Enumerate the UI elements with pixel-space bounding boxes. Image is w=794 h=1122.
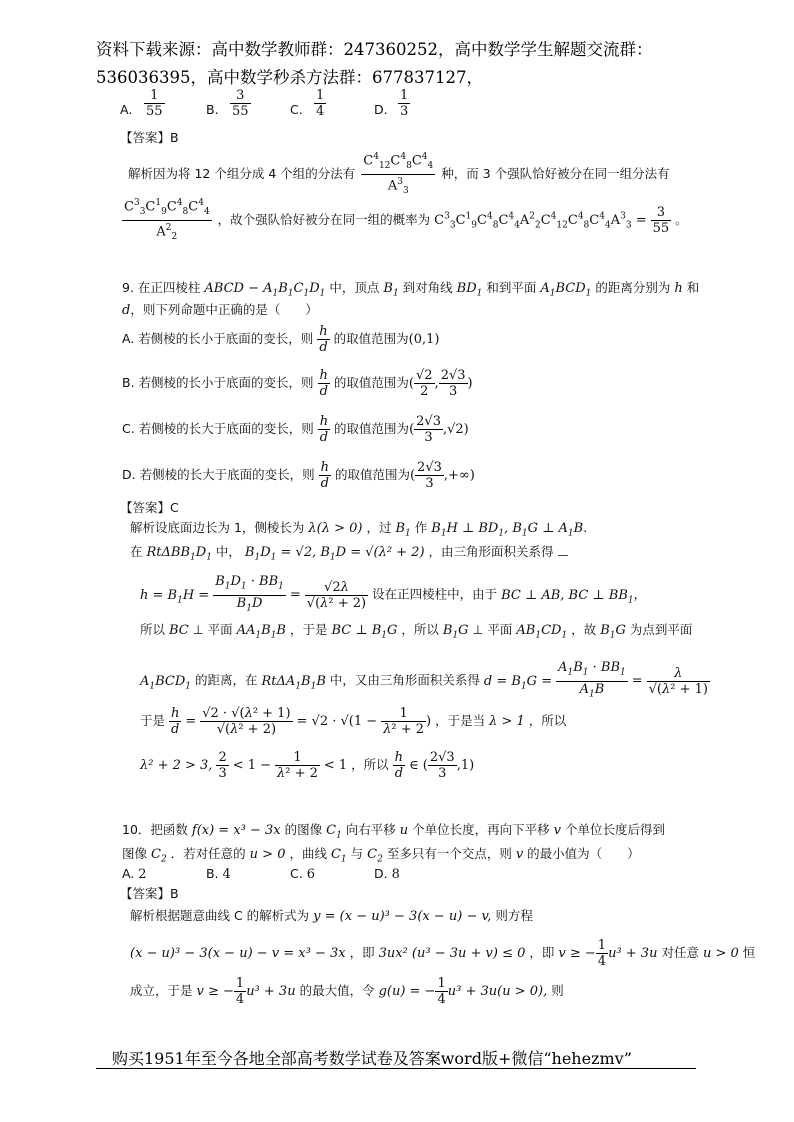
q9-explanation-line-2: 在 $Rt\Delta BB_1D_1$ 中， $B_1D_1 = √2$, $B_1D = √(\lambda^2 + 2)$ ，由三角形面积关系得 [130, 544, 568, 566]
q8-option-d-letter: D. [374, 102, 388, 117]
q8-option-b-value: $\frac{3}{55}$ [232, 88, 249, 119]
q8-explanation-line-1: 解析因为将 12 个组分成 4 个组的分法有 $\frac{C^4_{12}C^4_8C^4_4}{A^3_3}$ 种，而 3 个强队恰好被分在同一组分法有 [128, 152, 670, 196]
q8-explanation-line-2: $\frac{C^3_3C^1_9C^4_8C^4_4}{A^2_2}$ ，故个强队恰好被分在同一组的概率为 $C^3_3C^1_9C^4_8C^4_4A^2_2C^4_{12}C^4_8C^4_4A^3_3$ = $\frac{3}{55}$ 。 [124, 198, 688, 242]
footer-text: 购买1951年至今各地全部高考数学试卷及答案word版+微信“hehezmv” [112, 1049, 632, 1068]
q9-option-b: B. 若侧棱的长小于底面的变长，则 $\frac{h}{d}$ 的取值范围为( $\frac{√2}{2}$ , $\frac{2√3}{3}$ ) [122, 368, 473, 399]
q8-option-c-letter: C. [290, 102, 303, 117]
q9-explanation-line-3: $h = B_1H$ = $\frac{B_1D_1 \cdot BB_1}{B_1D}$ = $\frac{√2\lambda}{\text{√(λ² + 2)}}$ 设在正四棱柱中，由于 BC ⊥ AB, BC ⊥ $BB_1$， [140, 574, 647, 614]
q10-option-c: C. 6 [290, 866, 315, 882]
q9-option-c: C. 若侧棱的长大于底面的变长，则 $\frac{h}{d}$ 的取值范围为( $\frac{2√3}{3}$ ,√2) [122, 414, 469, 445]
q10-answer: 【答案】B [120, 886, 179, 901]
q10-option-d: D. 8 [374, 866, 400, 882]
q9-explanation-line-5: $A_1BCD_1$ 的距离，在 $Rt\Delta A_1B_1B$ 中，又由三角形面积关系得 $d = B_1G$ = $\frac{A_1B_1 \cdot BB_1}{A_1B}$ = $\frac{\lambda}{\text{√(λ² + 1)}}$ [140, 660, 708, 700]
q10-option-b: B. 4 [206, 866, 231, 882]
q9-option-d: D. 若侧棱的长大于底面的变长，则 $\frac{h}{d}$ 的取值范围为( $\frac{2√3}{3}$ ,+∞) [122, 460, 475, 491]
q8-option-c-value: $\frac{1}{4}$ [316, 88, 325, 119]
q8-option-d-value: $\frac{1}{3}$ [400, 88, 409, 119]
q10-option-a: A. 2 [122, 866, 147, 882]
q9-answer: 【答案】C [120, 500, 179, 515]
q8-option-a-value: $\frac{1}{55}$ [146, 88, 163, 119]
q9-explanation-line-7: λ² + 2 > 3, $\frac{2}{3}$ < 1 − $\frac{1}{\text{λ² + 2}}$ < 1 ，所以 $\frac{h}{d}$ ∈ ( $\frac{2√3}{3}$ ,1) [140, 750, 475, 781]
q9-explanation-line-1: 解析设底面边长为 1，侧棱长为 λ(λ > 0) ，过 $B_1$ 作 $B_1H$ ⊥ $BD_1$, $B_1G$ ⊥ $A_1B$. [130, 520, 588, 539]
footer-rule [96, 1068, 696, 1069]
q10-stem-line-2: 图像 $C_2$ ．若对任意的 u > 0 ，曲线 $C_1$ 与 $C_2$ 至多只有一个交点，则 v 的最小值为（ ） [122, 846, 640, 865]
q10-stem-line-1: 10．把函数 f(x) = x³ − 3x 的图像 $C_1$ 向右平移 u 个单位长度，再向下平移 v 个单位长度后得到 [122, 822, 666, 841]
q9-stem-line-1: 9. 在正四棱柱 ABCD − $A_1B_1C_1D_1$ 中，顶点 $B_1$ 到对角线 $BD_1$ 和到平面 $A_1BCD_1$ 的距离分别为 h 和 [122, 280, 700, 299]
q9-stem-line-2: d，则下列命题中正确的是（ ） [122, 302, 318, 318]
q9-explanation-line-6: 于是 $\frac{h}{d}$ = $\frac{\text{√2 · √(λ² + 1)}}{\text{√(λ² + 2)}}$ = √2 · √(1 − $\frac{1}{\text{λ² + 2}}$ ) ，于是当 λ > 1 ，所以 [140, 706, 567, 737]
header-line-2: 536036395，高中数学秒杀方法群：677837127， [96, 68, 483, 87]
q8-option-b-letter: B. [206, 102, 219, 117]
q8-option-a-letter: A. [120, 102, 133, 117]
q9-explanation-line-4: 所以 BC ⊥ 平面 $AA_1B_1B$ ，于是 BC ⊥ $B_1G$ ，所以 $B_1G$ ⊥ 平面 $AB_1CD_1$ ，故 $B_1G$ 为点到平面 [140, 622, 693, 641]
header-line-1: 资料下载来源：高中数学教师群：247360252，高中数学学生解题交流群： [96, 40, 653, 59]
q10-explanation-line-2: (x − u)³ − 3(x − u) − v = x³ − 3x ，即 3ux² (u³ − 3u + v) ≤ 0 ，即 v ≥ − $\frac{1}{4}$ u³ + 3u 对任意 u > 0 恒 [130, 938, 756, 969]
q9-option-a: A. 若侧棱的长小于底面的变长，则 $\frac{h}{d}$ 的取值范围为(0,1) [122, 324, 440, 355]
q10-explanation-line-3: 成立，于是 v ≥ − $\frac{1}{4}$ u³ + 3u 的最大值，令 g(u) = − $\frac{1}{4}$ u³ + 3u(u > 0), 则 [130, 976, 564, 1007]
q10-explanation-line-1: 解析根据题意曲线 C 的解析式为 y = (x − u)³ − 3(x − u) − v, 则方程 [130, 908, 533, 924]
q8-answer: 【答案】B [120, 130, 179, 145]
